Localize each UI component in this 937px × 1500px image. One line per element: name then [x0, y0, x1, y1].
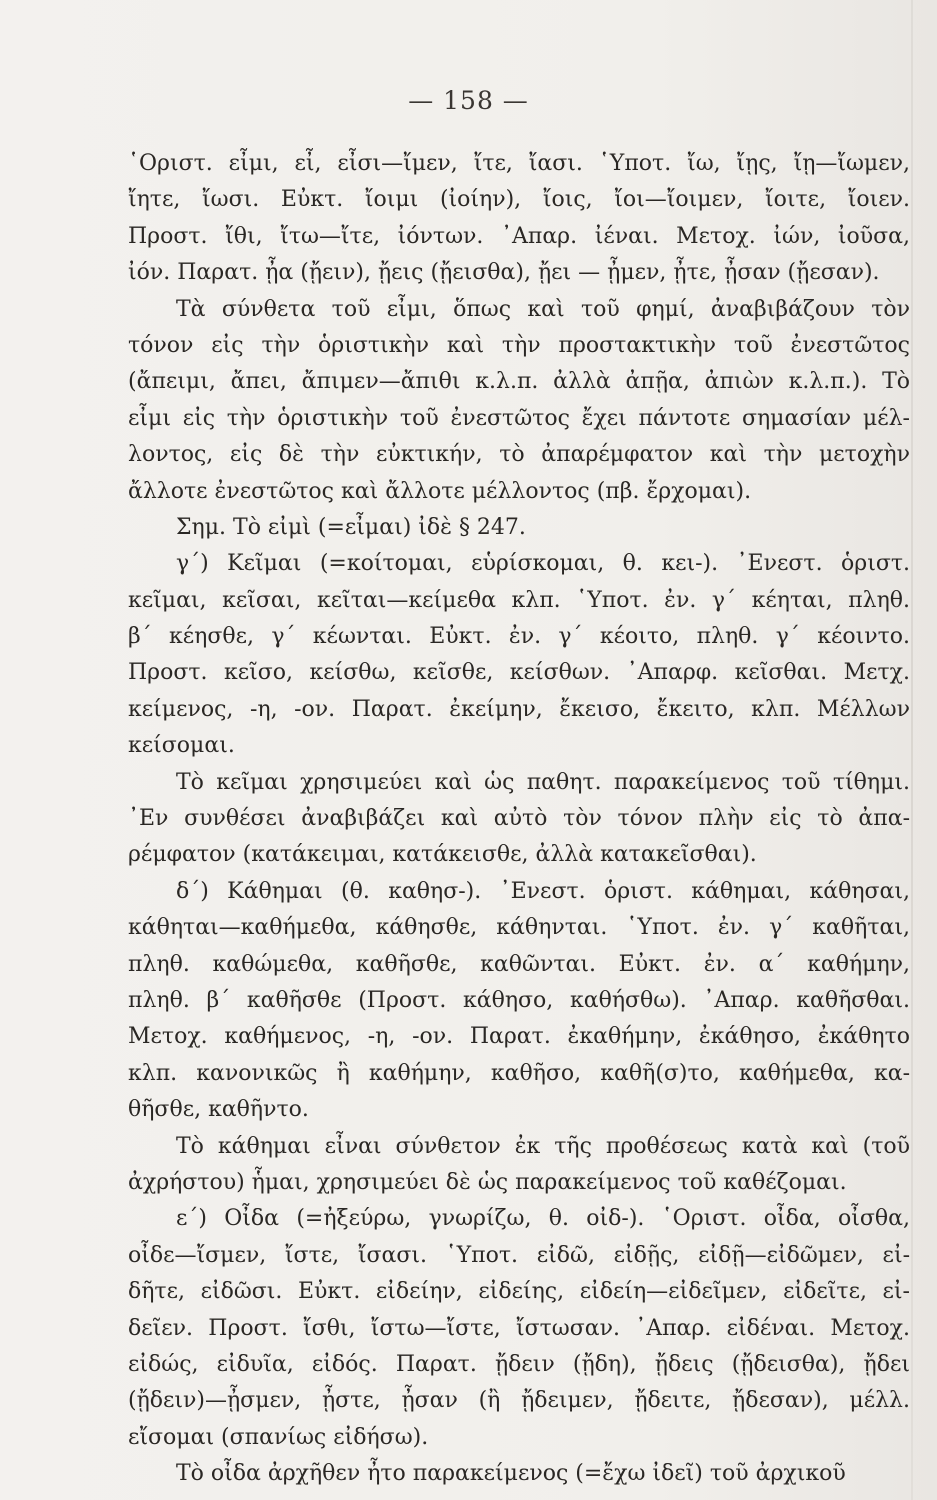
text-line: Προστ. κεῖσο, κείσθω, κεῖσθε, κείσθων. ᾿Απαρφ. κεῖσθαι. Μετχ. [128, 660, 910, 686]
text-line: κείμενος, -η, -ον. Παρατ. ἐκείμην, ἔκεισο, ἔκειτο, κλπ. Μέλλων [128, 696, 910, 722]
text-line: β΄ κέησθε, γ΄ κέωνται. Εὐκτ. ἐν. γ΄ κέοιτο, πληθ. γ΄ κέοιντο. [128, 624, 910, 650]
text-line: οἶδε—ἴσμεν, ἴστε, ἴσασι. ῾Υποτ. εἰδῶ, εἰδῇς, εἰδῇ—εἰδῶμεν, εἰ- [128, 1242, 910, 1268]
text-line: Τὸ οἶδα ἀρχῆθεν ἦτο παρακείμενος (=ἔχω ἰδεῖ) τοῦ ἀρχικοῦ [176, 1461, 846, 1487]
text-line: κείσομαι. [128, 733, 235, 759]
body-text [128, 146, 910, 1492]
text-line: εἶμι εἰς τὴν ὁριστικὴν τοῦ ἐνεστῶτος ἔχει πάντοτε σημασίαν μέλ- [128, 405, 910, 431]
text-line: πληθ. β΄ καθῆσθε (Προστ. κάθησο, καθήσθω). ᾿Απαρ. καθῆσθαι. [128, 987, 910, 1013]
text-line: θῆσθε, καθῆντο. [128, 1097, 309, 1123]
text-line: πληθ. καθώμεθα, καθῆσθε, καθῶνται. Εὐκτ. ἐν. α΄ καθήμην, [128, 951, 910, 977]
text-line: Σημ. Τὸ εἰμὶ (=εἶμαι) ἰδὲ § 247. [176, 514, 526, 540]
text-line: δ΄) Κάθημαι (θ. καθησ-). ᾿Ενεστ. ὁριστ. κάθημαι, κάθησαι, [176, 878, 910, 904]
text-line: ἀχρήστου) ἧμαι, χρησιμεύει δὲ ὡς παρακείμενος τοῦ καθέζομαι. [128, 1169, 847, 1195]
text-line: ἰόν. Παρατ. ᾖα (ᾔειν), ᾔεις (ᾔεισθα), ᾔει — ᾖμεν, ᾖτε, ᾖσαν (ᾔεσαν). [128, 260, 880, 286]
text-line: κάθηται—καθήμεθα, κάθησθε, κάθηνται. ῾Υποτ. ἐν. γ΄ καθῆται, [128, 915, 910, 941]
text-line: ῾Οριστ. εἶμι, εἶ, εἶσι—ἴμεν, ἴτε, ἴασι. ῾Υποτ. ἴω, ἴῃς, ἴῃ—ἴωμεν, [128, 151, 910, 176]
text-line: Τὰ σύνθετα τοῦ εἶμι, ὅπως καὶ τοῦ φημί, ἀναβιβάζουν τὸν [176, 296, 910, 322]
text-line: κλπ. κανονικῶς ἢ καθήμην, καθῆσο, καθῆ(σ)το, καθήμεθα, κα- [128, 1060, 910, 1086]
text-line: ε΄) Οἶδα (=ἠξεύρω, γνωρίζω, θ. οἰδ-). ῾Οριστ. οἶδα, οἶσθα, [176, 1206, 910, 1232]
text-line: δῆτε, εἰδῶσι. Εὐκτ. εἰδείην, εἰδείης, εἰδείη—εἰδεῖμεν, εἰδεῖτε, εἰ- [128, 1279, 910, 1305]
text-line: Τὸ κάθημαι εἶναι σύνθετον ἐκ τῆς προθέσεως κατὰ καὶ (τοῦ [176, 1133, 910, 1159]
text-line: εἴσομαι (σπανίως εἰδήσω). [128, 1424, 429, 1450]
text-line: δεῖεν. Προστ. ἴσθι, ἴστω—ἴστε, ἴστωσαν. ᾿Απαρ. εἰδέναι. Μετοχ. [128, 1315, 910, 1341]
text-line: Προστ. ἴθι, ἴτω—ἴτε, ἰόντων. ᾿Απαρ. ἰέναι. Μετοχ. ἰών, ἰοῦσα, [128, 223, 910, 249]
text-line: ἄλλοτε ἐνεστῶτος καὶ ἄλλοτε μέλλοντος (πβ. ἔρχομαι). [128, 478, 752, 504]
text-line: ᾿Εν συνθέσει ἀναβιβάζει καὶ αὐτὸ τὸν τόνον πλὴν εἰς τὸ ἀπα- [128, 806, 910, 832]
text-line: κεῖμαι, κεῖσαι, κεῖται—κείμεθα κλπ. ῾Υποτ. ἐν. γ΄ κέηται, πληθ. [128, 587, 910, 613]
text-line: Μετοχ. καθήμενος, -η, -ον. Παρατ. ἐκαθήμην, ἐκάθησο, ἐκάθητο [128, 1024, 910, 1050]
text-line: εἰδώς, εἰδυῖα, εἰδός. Παρατ. ᾔδειν (ᾔδη), ᾔδεις (ᾔδεισθα), ᾔδει [128, 1351, 910, 1377]
page-number: — 158 — [408, 86, 529, 115]
text-line: τόνον εἰς τὴν ὁριστικὴν καὶ τὴν προστακτικὴν τοῦ ἐνεστῶτος [128, 332, 910, 358]
text-line: ἴητε, ἴωσι. Εὐκτ. ἴοιμι (ἰοίην), ἴοις, ἴοι—ἴοιμεν, ἴοιτε, ἴοιεν. [128, 187, 910, 213]
text-line: Τὸ κεῖμαι χρησιμεύει καὶ ὡς παθητ. παρακείμενος τοῦ τίθημι. [176, 769, 910, 795]
text-line: ρέμφατον (κατάκειμαι, κατάκεισθε, ἀλλὰ κατακεῖσθαι). [128, 842, 757, 868]
text-line: (ἄπειμι, ἄπει, ἄπιμεν—ἄπιθι κ.λ.π. ἀλλὰ ἀπῇα, ἀπιὼν κ.λ.π.). Τὸ [128, 369, 910, 395]
page-edge [911, 0, 913, 1500]
text-line: λοντος, εἰς δὲ τὴν εὐκτικήν, τὸ ἀπαρέμφατον καὶ τὴν μετοχὴν [128, 442, 910, 468]
text-line: (ᾔδειν)—ᾖσμεν, ᾖστε, ᾖσαν (ἢ ᾔδειμεν, ᾔδειτε, ᾔδεσαν), μέλλ. [128, 1388, 910, 1414]
text-line: γ΄) Κεῖμαι (=κοίτομαι, εὑρίσκομαι, θ. κει-). ᾿Ενεστ. ὁριστ. [176, 551, 910, 577]
